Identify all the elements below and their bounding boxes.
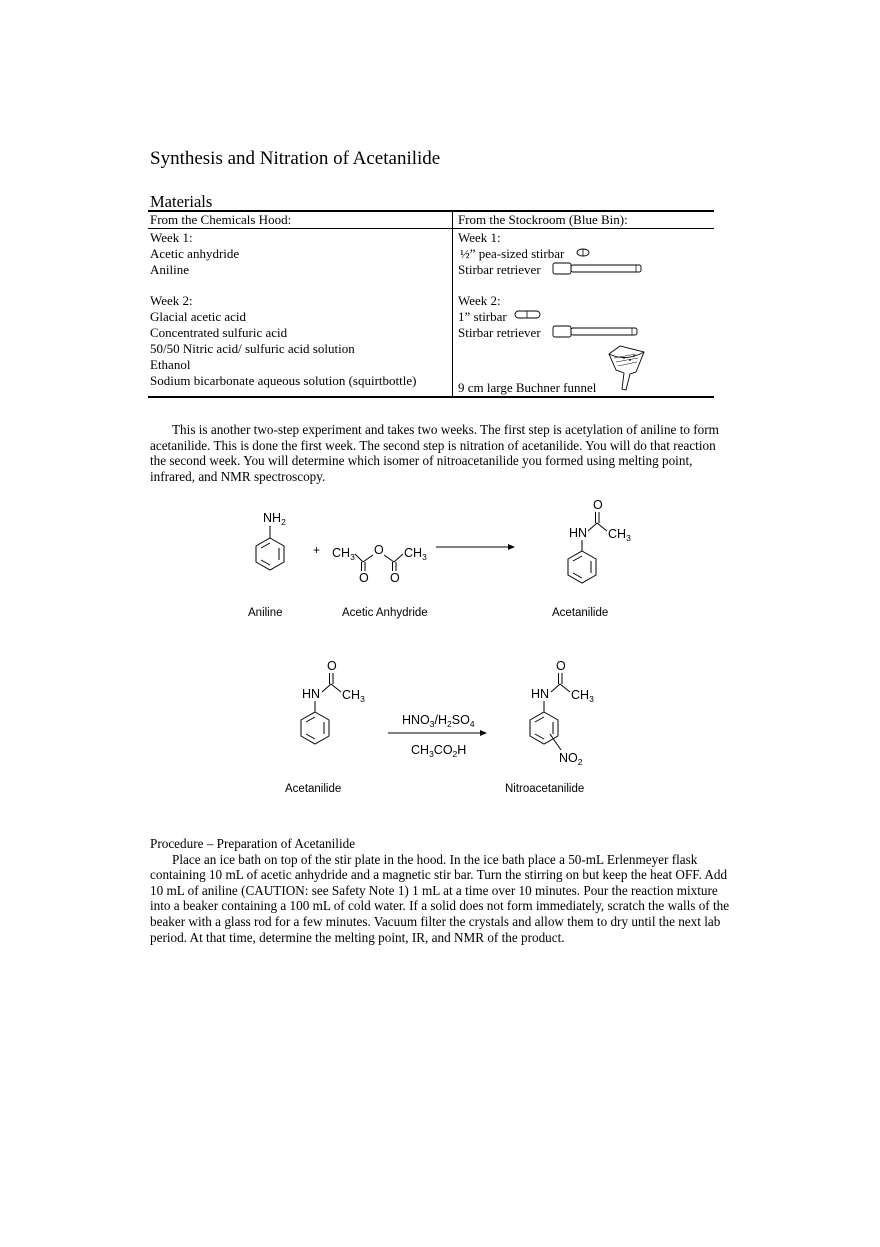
svg-text:CH3: $CH_3$: [404, 546, 427, 562]
left-column-header: From the Chemicals Hood:: [150, 212, 292, 227]
reagent-nitrating: $HNO_3/H_2SO_4$: [402, 713, 475, 729]
list-item: Week 1:: [150, 230, 193, 245]
acetanilide-structure: [568, 498, 631, 583]
svg-text:O: O: [556, 659, 566, 673]
stirbar-retriever-icon: [552, 262, 644, 275]
acetanilide-label: Acetanilide: [552, 607, 609, 619]
table-bottom-rule: [148, 396, 714, 398]
nh2-label: $NH_2$: [263, 511, 286, 527]
acetic-anhydride-structure: [332, 543, 427, 585]
svg-text:O: O: [327, 659, 337, 673]
list-item: Week 1:: [458, 230, 501, 245]
list-item: ½” pea-sized stirbar: [460, 246, 565, 261]
stirbar-small-icon: [576, 248, 590, 257]
svg-text:HN: HN: [531, 687, 550, 701]
procedure-section: [150, 836, 730, 945]
list-item: Week 2:: [150, 293, 193, 308]
nitroacetanilide-structure: [530, 659, 594, 767]
table-column-divider: [452, 210, 453, 397]
acetanilide-label-2: Acetanilide: [285, 783, 342, 795]
list-item: Aniline: [150, 262, 189, 277]
right-column-header: From the Stockroom (Blue Bin):: [458, 212, 628, 227]
svg-text:O: O: [593, 498, 603, 512]
procedure-body: Place an ice bath on top of the stir plate in the hood. In the ice bath place a 50-mL Erlenmeyer flask containing 10 mL of acetic anhydride and a magnetic stir bar. Turn the stirring on but keep the heat OFF. Add 10 mL of aniline (CAUTION: see Safety Note 1) 1 mL at a time over 10 minutes. Pour the reaction mixture into a beaker containing a 100 mL of cold water. If a solid does not form immediately, scratch the walls of the beaker with a glass rod for a few minutes. Vacuum filter the crystals and allow them to dry until the next lab period. At that time, determine the melting point, IR, and NMR of the product.: [150, 851, 730, 945]
svg-text:CH3: $CH_3$: [608, 527, 631, 543]
svg-text:HN: HN: [302, 687, 321, 701]
list-item: Stirbar retriever: [458, 262, 541, 277]
reagent-solvent: $CH_3CO_2H$: [411, 743, 467, 759]
stirbar-1in-icon: [514, 310, 542, 319]
reaction-scheme-2: [280, 654, 640, 774]
stirbar-retriever-icon: [552, 325, 640, 338]
list-item: 9 cm large Buchner funnel: [458, 380, 597, 395]
acetic-anhydride-label: Acetic Anhydride: [342, 607, 428, 619]
svg-text:NO2: $NO_2$: [559, 751, 583, 767]
list-item: Stirbar retriever: [458, 325, 541, 340]
svg-text:O: O: [374, 543, 384, 557]
svg-text:HN: HN: [569, 526, 588, 540]
intro-paragraph: [150, 422, 730, 484]
svg-text:CH3: $CH_3$: [571, 688, 594, 704]
list-item: Ethanol: [150, 357, 191, 372]
materials-table: [148, 210, 714, 400]
list-item: 1” stirbar: [458, 309, 507, 324]
acetanilide-structure: [301, 659, 365, 744]
materials-heading: Materials: [150, 192, 213, 211]
svg-text:CH3: $CH_3$: [332, 546, 355, 562]
svg-text:O: O: [390, 571, 400, 585]
svg-text:CH3: $CH_3$: [342, 688, 365, 704]
aniline-structure: [256, 511, 286, 570]
list-item: Sodium bicarbonate aqueous solution (squirtbottle): [150, 373, 417, 388]
list-item: Glacial acetic acid: [150, 309, 246, 324]
procedure-heading: Procedure – Preparation of Acetanilide: [150, 836, 356, 851]
intro-text: This is another two-step experiment and takes two weeks. The first step is acetylation of aniline to form acetanilide. This is done the first week. The second step is nitration of acetanilide. You will do that reaction the second week. You will determine which isomer of nitroacetanilide you formed using melting point, infrared, and NMR spectroscopy.: [150, 422, 719, 484]
plus-sign: +: [313, 543, 321, 557]
list-item: Week 2:: [458, 293, 501, 308]
aniline-label: Aniline: [248, 607, 283, 619]
list-item: 50/50 Nitric acid/ sulfuric acid solution: [150, 341, 355, 356]
svg-text:O: O: [359, 571, 369, 585]
list-item: Concentrated sulfuric acid: [150, 325, 288, 340]
page-title: Synthesis and Nitration of Acetanilide: [150, 148, 441, 169]
table-header-rule: [148, 228, 714, 229]
nitroacetanilide-label: Nitroacetanilide: [505, 783, 585, 795]
list-item: Acetic anhydride: [150, 246, 240, 261]
buchner-funnel-icon: [606, 342, 646, 394]
